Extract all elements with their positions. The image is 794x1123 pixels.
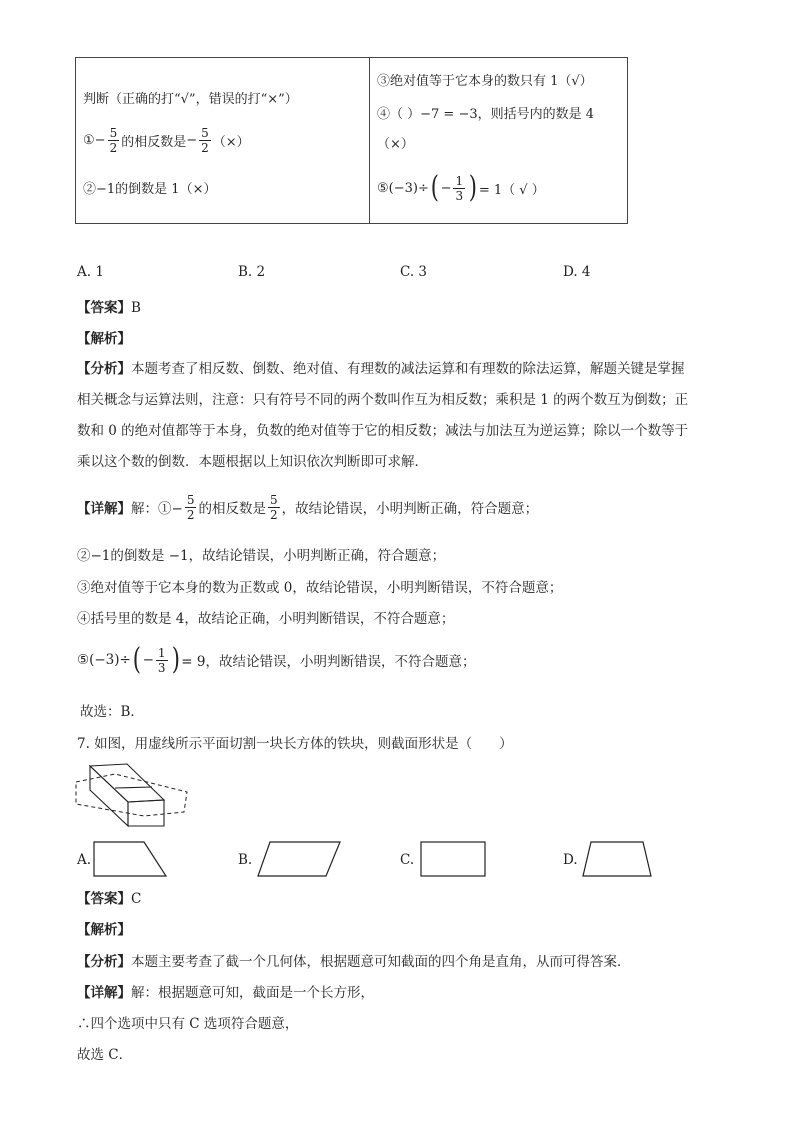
q7-question: 7. 如图，用虚线所示平面切割一块长方体的铁块，则截面形状是（ ） [77, 736, 513, 752]
item5-fraction: $\frac{1}{3}$ [455, 173, 464, 203]
q7-option-b-shape [256, 840, 342, 878]
q7-option-d-label: D. [563, 852, 578, 868]
table-right-cell [370, 58, 628, 224]
detail1-fraction-2: $\frac{5}{2}$ [269, 492, 278, 522]
cutting-plane [76, 774, 187, 816]
item5-circ: ⑤ [377, 180, 389, 196]
q6-detail-line-1: 【详解】 解：①− $\frac{5}{2}$ 的相反数是 $\frac{5}{2}$ ，故结论错误，小明判断正确，符合题意； [77, 492, 539, 522]
q6-analysis-line-1: 【分析】本题考查了相反数、倒数、绝对值、有理数的减法运算和有理数的除法运算，解题关键是掌握 [77, 361, 685, 377]
q7-option-b-label: B. [238, 852, 253, 868]
item1-mark: （×） [212, 134, 250, 150]
detail5-fraction: $\frac{1}{3}$ [157, 645, 166, 675]
q7-answer: 【答案】C [77, 891, 142, 907]
q7-conclusion: 故选 C． [77, 1047, 133, 1063]
q6-answer: 【答案】B [77, 300, 141, 316]
item5-open-paren: ( [430, 170, 439, 205]
q6-detail-line-2: ②−1的倒数是 −1，故结论错误，小明判断正确，符合题意； [77, 548, 446, 564]
q6-option-c: C. 3 [400, 264, 428, 280]
q7-therefore: ∴四个选项中只有 C 选项符合题意， [77, 1016, 299, 1032]
q7-option-c-shape [419, 840, 489, 878]
item1-circ: ① [83, 132, 95, 148]
q6-detail-line-4: ④括号里的数是 4，故结论正确，小明判断错误，不符合题意； [77, 611, 455, 627]
table-item-4a: ④（ ）−7 = −3，则括号内的数是 4 [377, 107, 595, 122]
q6-detail-line-3: ③绝对值等于它本身的数为正数或 0，故结论错误，小明判断错误，不符合题意； [77, 580, 563, 596]
q6-conclusion: 故选：B． [80, 704, 144, 720]
item1-fraction: $\frac{5}{2}$ [109, 125, 118, 155]
detail1-fraction: $\frac{5}{2}$ [186, 492, 195, 522]
q6-analysis-line-4: 乘以这个数的倒数．本题根据以上知识依次判断即可求解． [77, 454, 428, 470]
item1-text: 的相反数是 [121, 134, 187, 150]
q7-option-a-shape [92, 840, 170, 878]
q7-option-d-shape [581, 840, 653, 878]
item1-fraction-2: $\frac{5}{2}$ [201, 125, 209, 155]
table-item-2: ②−1的倒数是 1（×） [83, 182, 217, 197]
q6-option-b: B. 2 [238, 264, 266, 280]
q7-option-a-label: A. [77, 852, 92, 868]
table-item-1 [83, 120, 250, 160]
q6-option-a: A. 1 [77, 264, 104, 280]
q7-option-c-label: C. [400, 852, 415, 868]
table-heading: 判断（正确的打“√”，错误的打“×”） [83, 92, 298, 107]
item5-minus: − [440, 180, 452, 196]
q6-jiexi-heading: 【解析】 [77, 331, 131, 347]
judgement-table [75, 57, 628, 224]
q7-jiexi-heading: 【解析】 [77, 922, 131, 938]
cuboid-front-face [128, 800, 164, 826]
table-item-5 [377, 168, 545, 208]
table-left-cell [76, 58, 370, 224]
cuboid-side-face [90, 766, 128, 826]
q6-option-d: D. 4 [563, 264, 591, 280]
item1-minus: − [94, 132, 106, 148]
q6-detail-line-5: ⑤(−3)÷ ( − $\frac{1}{3}$ ) = 9，故结论错误，小明判断错误，不符合题意； [77, 642, 476, 677]
q7-cuboid-figure [72, 760, 194, 830]
q6-analysis-line-2: 相关概念与运算法则，注意：只有符号不同的两个数叫作互为相反数；乘积是 1 的两个数互为倒数；正 [77, 392, 689, 408]
item5-eq: = 1（ √ ） [478, 182, 545, 198]
table-item-3: ③绝对值等于它本身的数只有 1（√） [377, 74, 593, 89]
table-item-4b: （×） [377, 137, 414, 152]
item1-minus2: − [186, 132, 198, 148]
q6-analysis-line-3: 数和 0 的绝对值都等于本身，负数的绝对值等于它的相反数；减法与加法互为逆运算；除以一个数等于 [77, 423, 689, 439]
item5-expr: (−3)÷ [388, 180, 429, 196]
item5-close-paren: ) [468, 170, 478, 205]
q7-analysis: 【分析】本题主要考查了截一个几何体，根据题意可知截面的四个角是直角，从而可得答案． [77, 954, 631, 970]
q7-detail: 【详解】解：根据题意可知，截面是一个长方形， [77, 985, 374, 1001]
